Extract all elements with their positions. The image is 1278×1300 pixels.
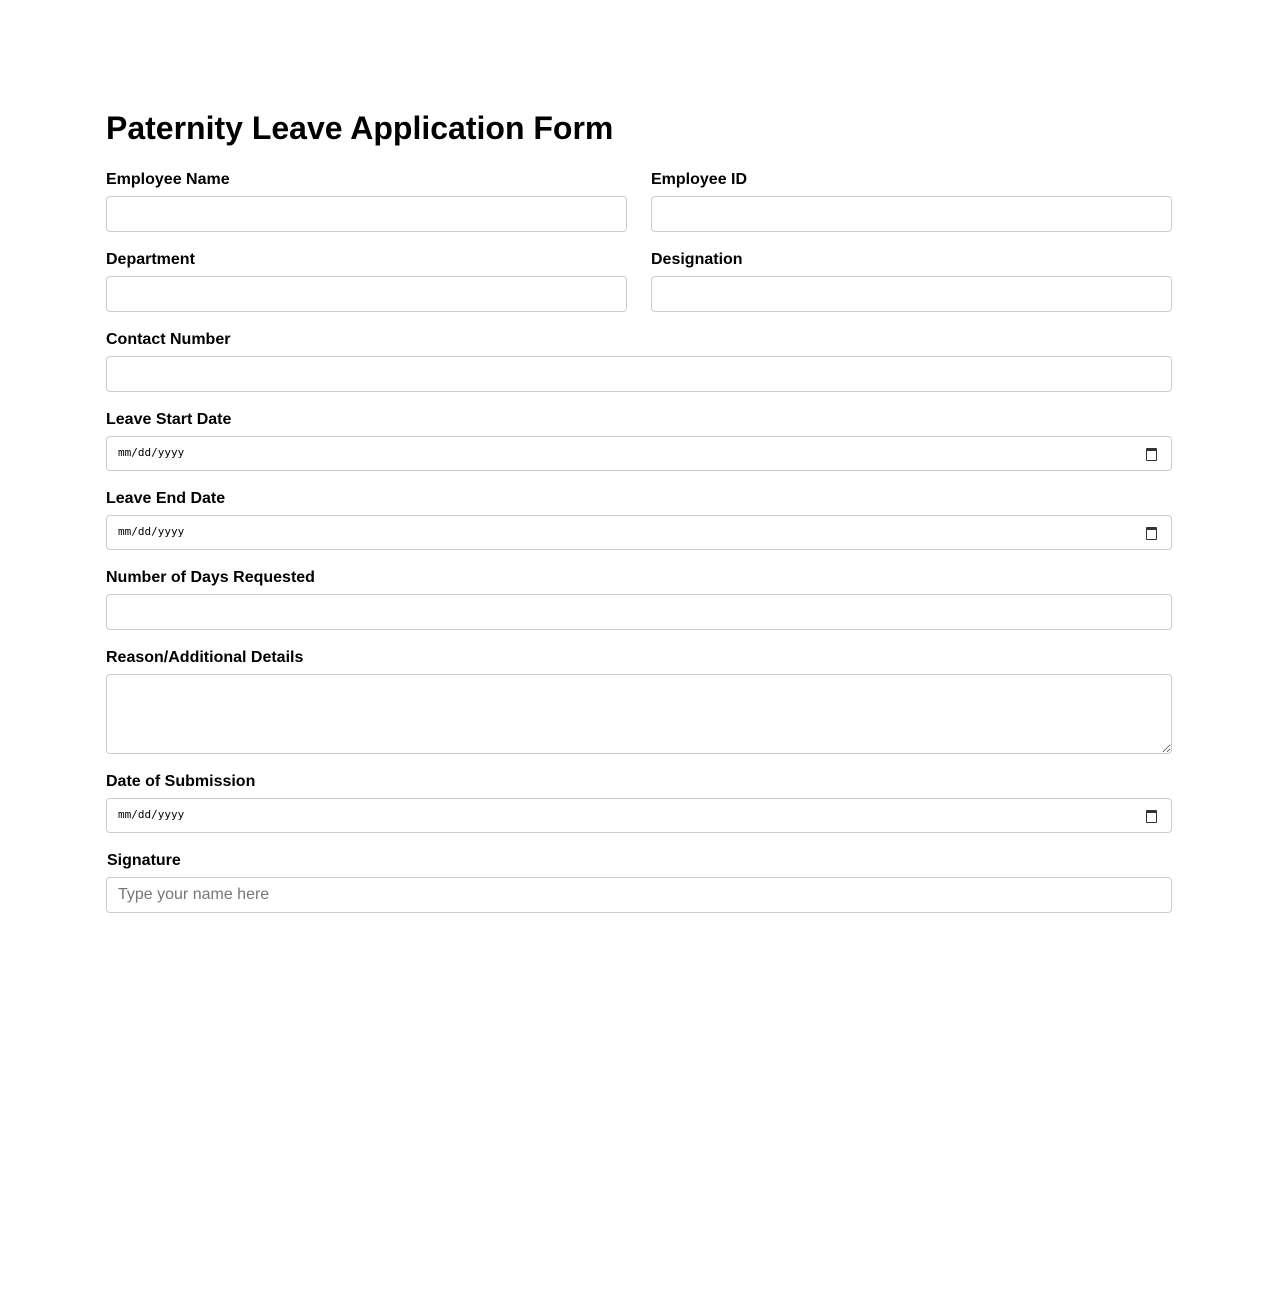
date-placeholder: mm/dd/yyyy: [118, 525, 185, 538]
signature-input[interactable]: [106, 877, 1172, 913]
employee-id-label: Employee ID: [651, 171, 748, 188]
calendar-icon[interactable]: [1146, 810, 1157, 823]
reason-label: Reason/Additional Details: [106, 649, 304, 666]
calendar-icon[interactable]: [1146, 527, 1157, 540]
reason-textarea[interactable]: [106, 674, 1172, 754]
date-placeholder: mm/dd/yyyy: [118, 446, 185, 459]
page-title: Paternity Leave Application Form: [106, 110, 614, 146]
contact-number-input[interactable]: [106, 356, 1172, 392]
employee-name-input[interactable]: [106, 196, 627, 232]
calendar-icon[interactable]: [1146, 448, 1157, 461]
leave-end-date-label: Leave End Date: [106, 490, 226, 507]
department-input[interactable]: [106, 276, 627, 312]
department-label: Department: [106, 251, 195, 268]
designation-input[interactable]: [651, 276, 1172, 312]
designation-label: Designation: [651, 251, 743, 268]
leave-start-date-input[interactable]: [106, 436, 1172, 471]
contact-number-label: Contact Number: [106, 331, 231, 348]
signature-placeholder: Type your name here: [118, 886, 270, 903]
employee-id-input[interactable]: [651, 196, 1172, 232]
submission-date-input[interactable]: [106, 798, 1172, 833]
signature-label: Signature: [107, 852, 181, 869]
submission-date-label: Date of Submission: [106, 773, 256, 790]
leave-end-date-input[interactable]: [106, 515, 1172, 550]
days-requested-label: Number of Days Requested: [106, 569, 315, 586]
date-placeholder: mm/dd/yyyy: [118, 808, 185, 821]
leave-start-date-label: Leave Start Date: [106, 411, 232, 428]
leave-application-form: [106, 108, 1172, 931]
employee-name-label: Employee Name: [106, 171, 230, 188]
days-requested-input[interactable]: [106, 594, 1172, 630]
